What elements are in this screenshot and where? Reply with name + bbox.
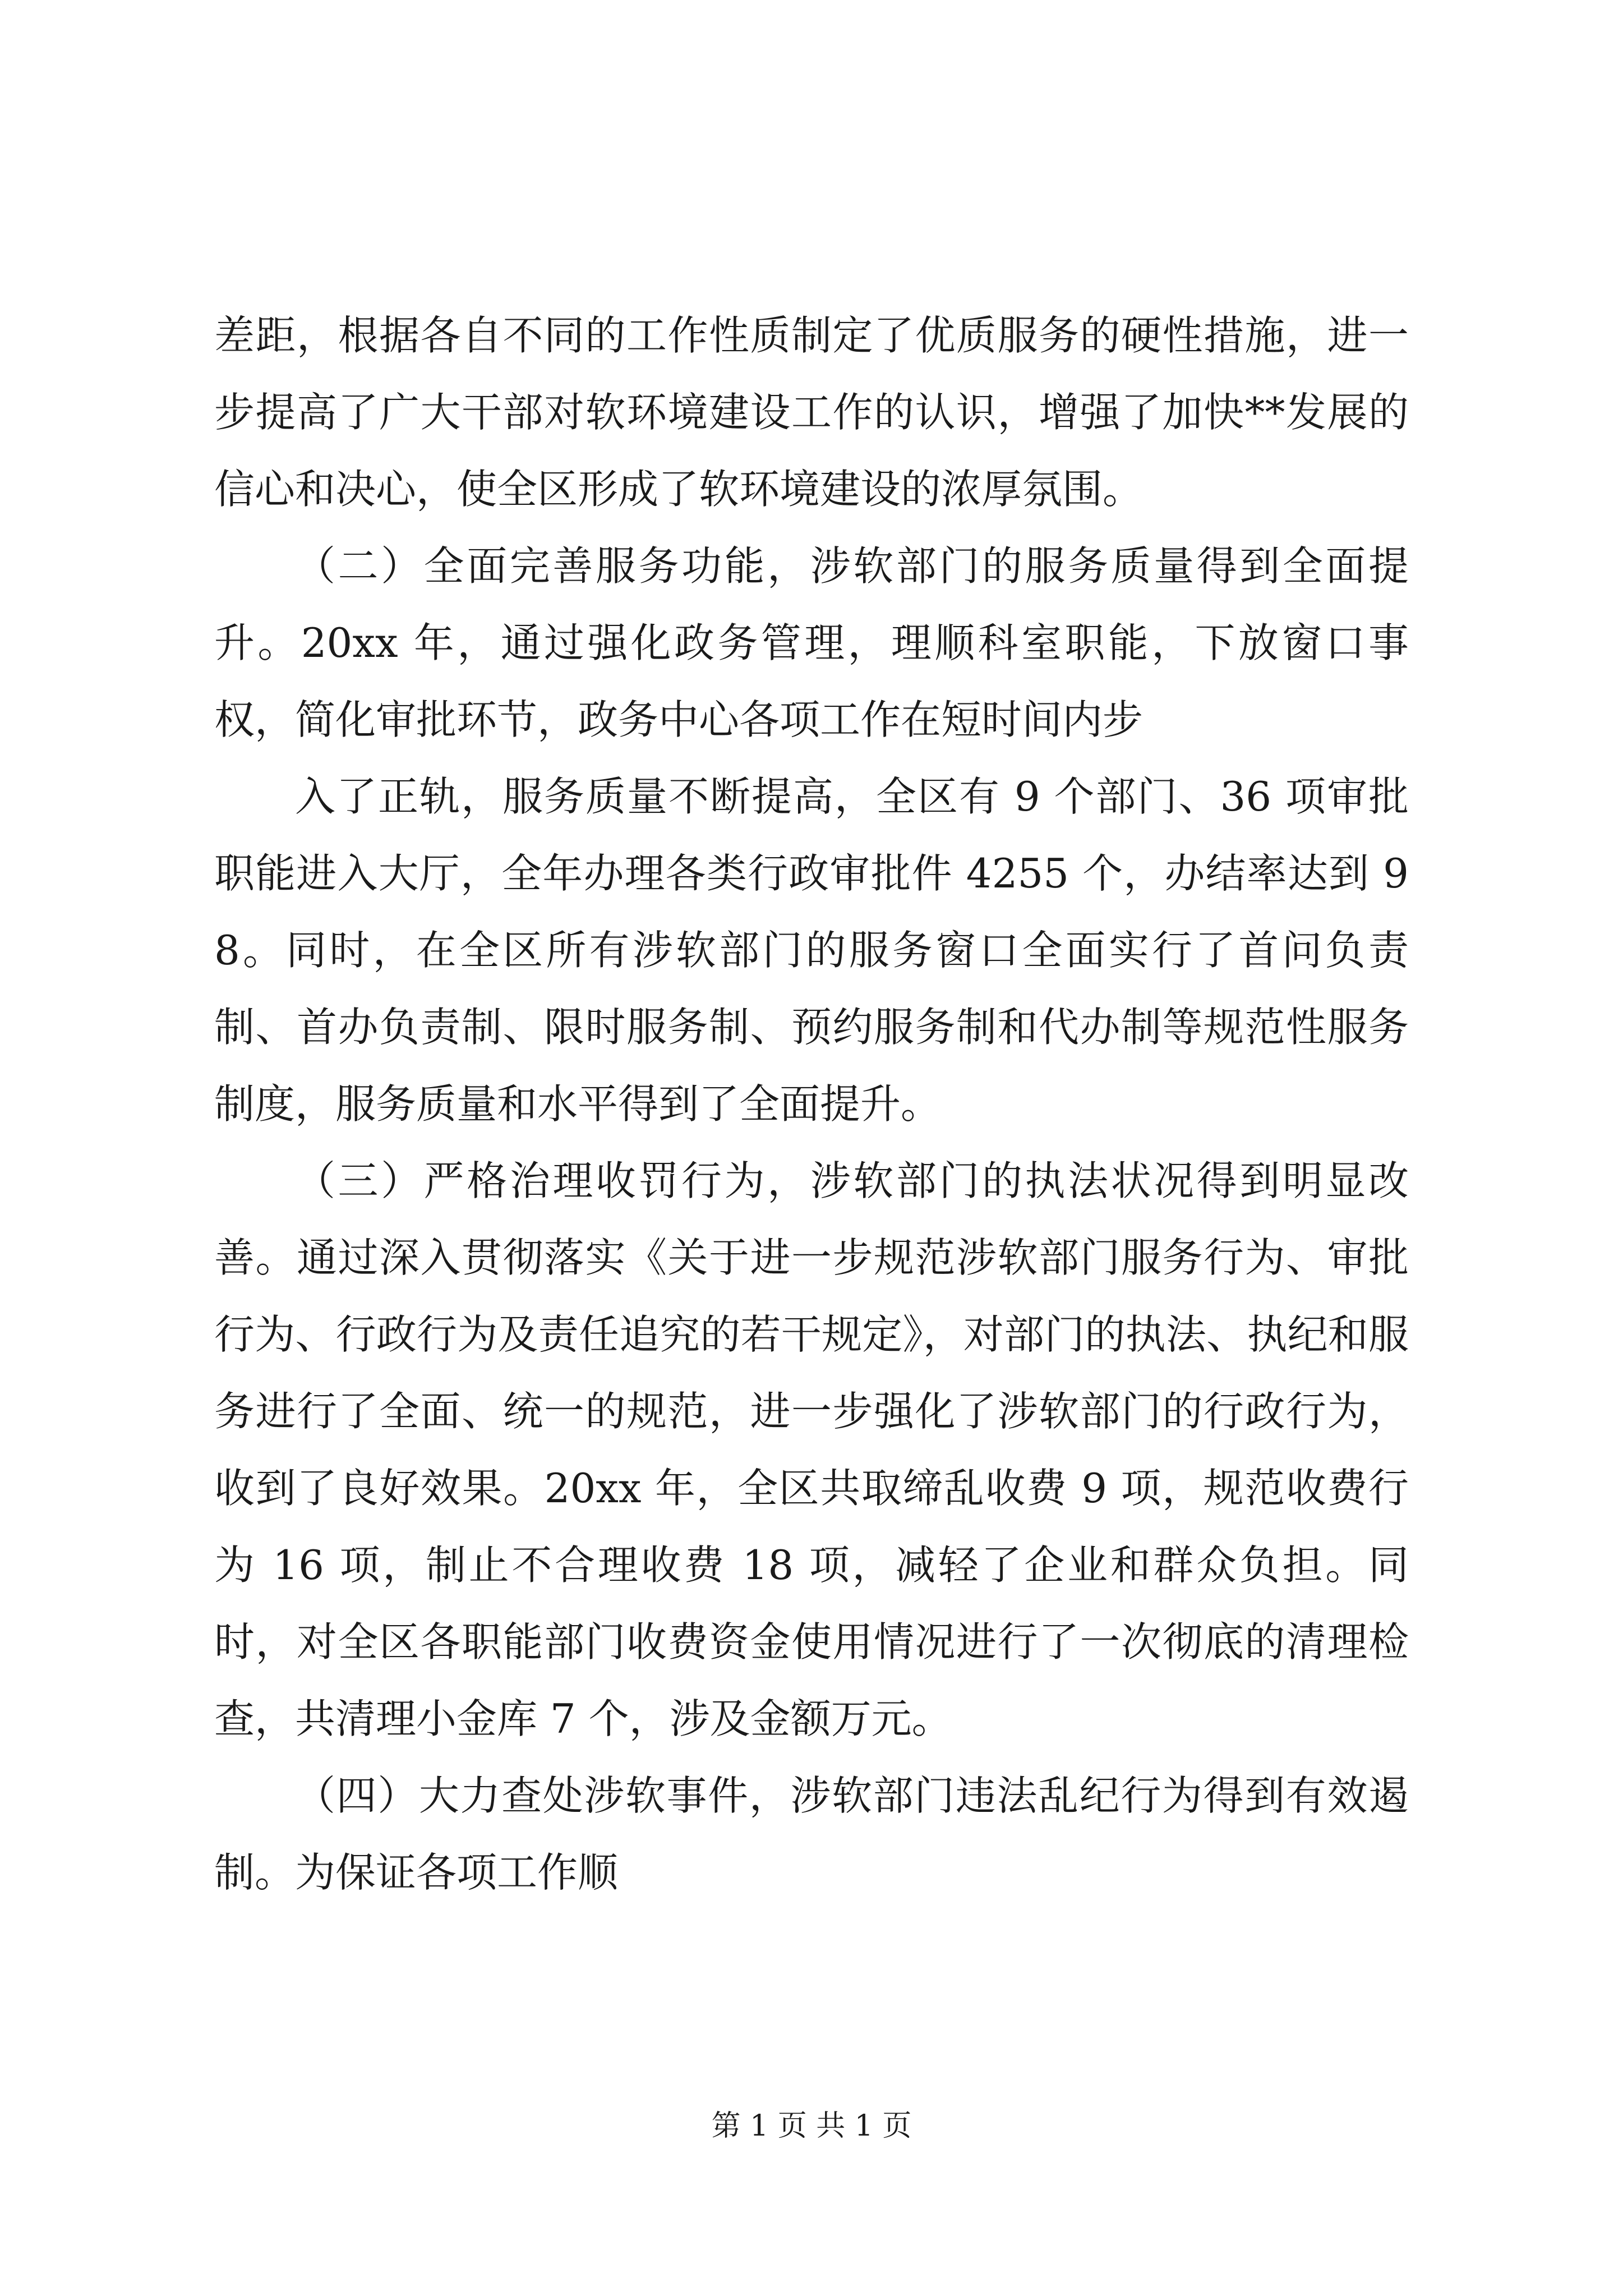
paragraph-3: 入了正轨，服务质量不断提高，全区有 9 个部门、36 项审批职能进入大厅，全年办理各类行政审批件 4255 个，办结率达到 98。同时，在全区所有涉软部门的服务窗口全面实行了首问负责制、首办负责制、限时服务制、预约服务制和代办制等规范性服务制度，服务质量和水平得到了全面提升。 (214, 773, 1409, 1128)
paragraph-5: （四）大力查处涉软事件，涉软部门违法乱纪行为得到有效遏制。为保证各项工作顺 (214, 1772, 1409, 1896)
paragraph-1: 差距，根据各自不同的工作性质制定了优质服务的硬性措施，进一步提高了广大干部对软环境建设工作的认识，增强了加快**发展的信心和决心，使全区形成了软环境建设的浓厚氛围。 (214, 312, 1409, 513)
paragraph-4: （三）严格治理收罚行为，涉软部门的执法状况得到明显改善。通过深入贯彻落实《关于进一步规范涉软部门服务行为、审批行为、行政行为及责任追究的若干规定》，对部门的执法、执纪和服务进行了全面、统一的规范，进一步强化了涉软部门的行政行为，收到了良好效果。20xx 年，全区共取缔乱收费 9 项，规范收费行为 16 项，制止不合理收费 18 项，减轻了企业和群众负担。同时，对全区各职能部门收费资金使用情况进行了一次彻底的清理检查，共清理小金库 7 个，涉及金额万元。 (214, 1157, 1409, 1742)
page-footer: 第 1 页 共 1 页 (711, 2109, 912, 2143)
document-body (214, 297, 1409, 1911)
paragraph-2: （二）全面完善服务功能，涉软部门的服务质量得到全面提升。20xx 年，通过强化政务管理，理顺科室职能，下放窗口事权，简化审批环节，政务中心各项工作在短时间内步 (214, 542, 1409, 743)
